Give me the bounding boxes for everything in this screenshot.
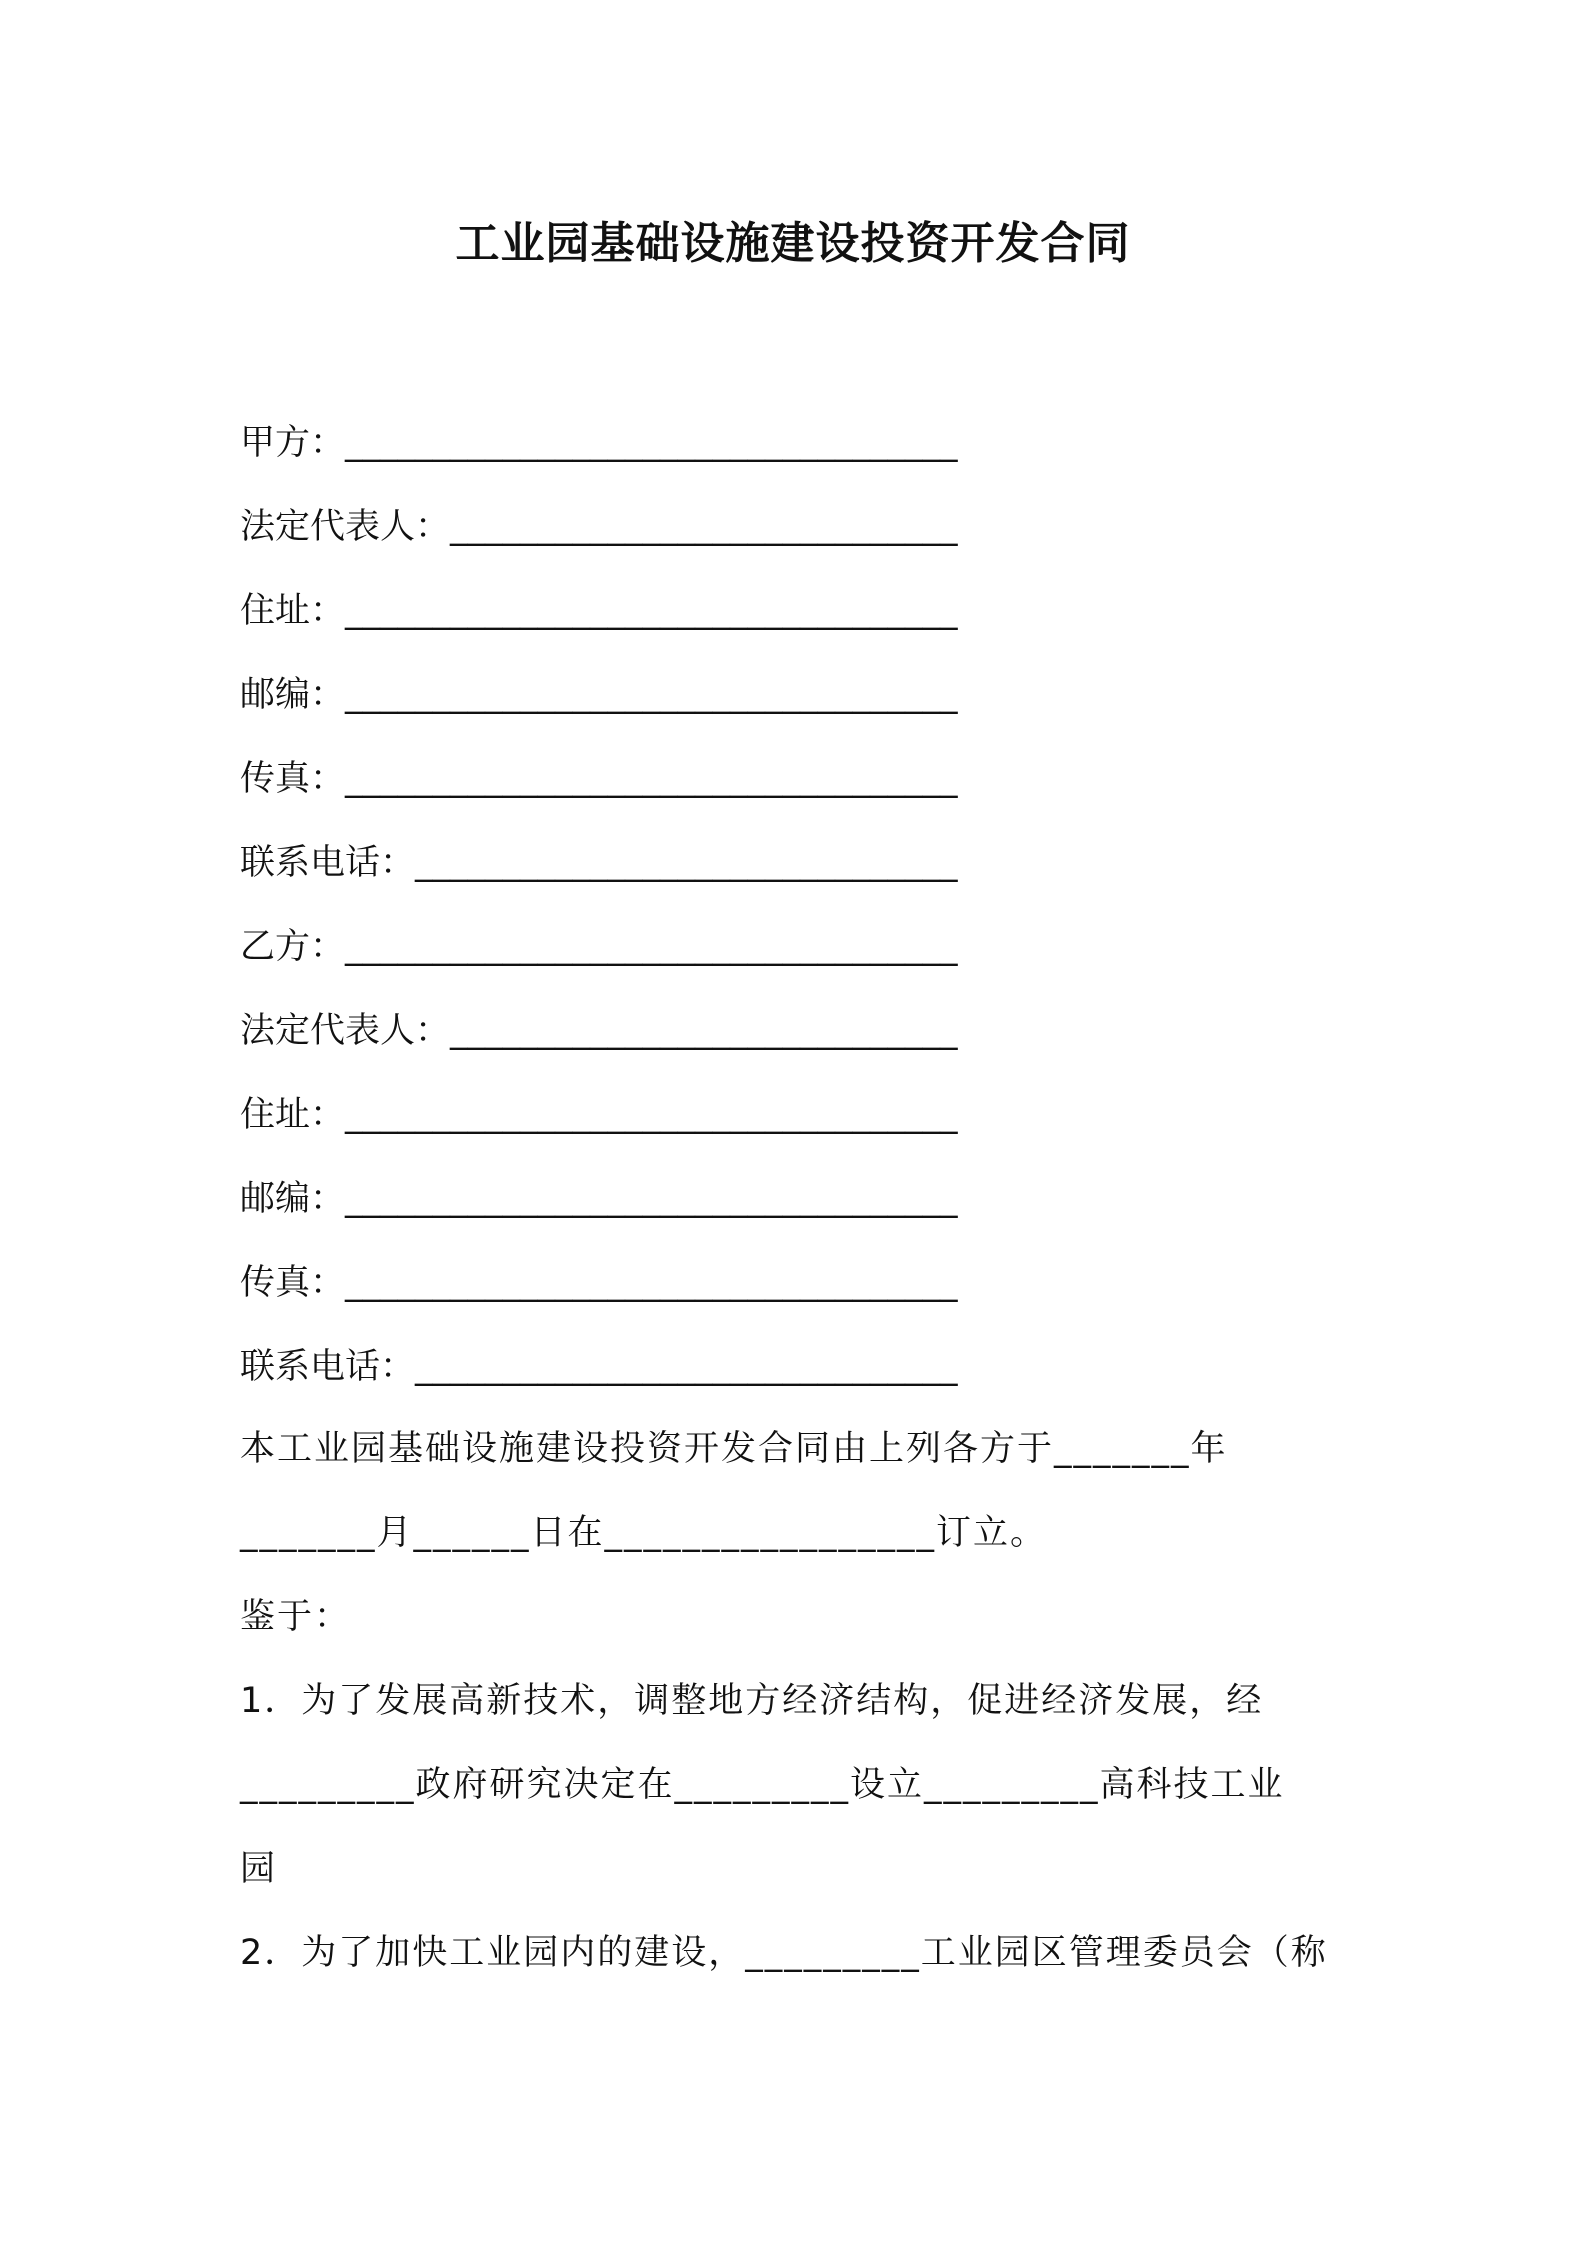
party-a-legal-rep-field: 法定代表人：_____________________________ [240,507,958,547]
party-a-phone-field: 联系电话：_______________________________ [240,843,958,883]
party-b-phone-field: 联系电话：_______________________________ [240,1347,958,1387]
party-a-postcode-field: 邮编：___________________________________ [240,675,958,715]
clause-1-line-3: 园 [240,1849,278,1889]
whereas-heading: 鉴于： [240,1597,352,1637]
party-b-legal-rep-field: 法定代表人：_____________________________ [240,1011,958,1051]
clause-1-line-1: 1．为了发展高新技术，调整地方经济结构，促进经济发展，经 [240,1681,1264,1721]
contract-date-line-1: 本工业园基础设施建设投资开发合同由上列各方于_______年 [240,1429,1228,1469]
party-b-fax-field: 传真：___________________________________ [240,1263,958,1303]
party-b-address-field: 住址：___________________________________ [240,1095,958,1135]
clause-2-line-1: 2．为了加快工业园内的建设，_________工业园区管理委员会（称 [240,1933,1328,1973]
party-a-fax-field: 传真：___________________________________ [240,759,958,799]
document-title: 工业园基础设施建设投资开发合同 [455,218,1131,269]
party-a-field: 甲方：___________________________________ [240,423,958,463]
party-a-address-field: 住址：___________________________________ [240,591,958,631]
party-b-postcode-field: 邮编：___________________________________ [240,1179,958,1219]
party-b-field: 乙方：___________________________________ [240,927,958,967]
contract-date-line-2: _______月______日在_________________订立。 [240,1513,1048,1553]
clause-1-line-2: _________政府研究决定在_________设立_________高科技工业 [240,1765,1285,1805]
